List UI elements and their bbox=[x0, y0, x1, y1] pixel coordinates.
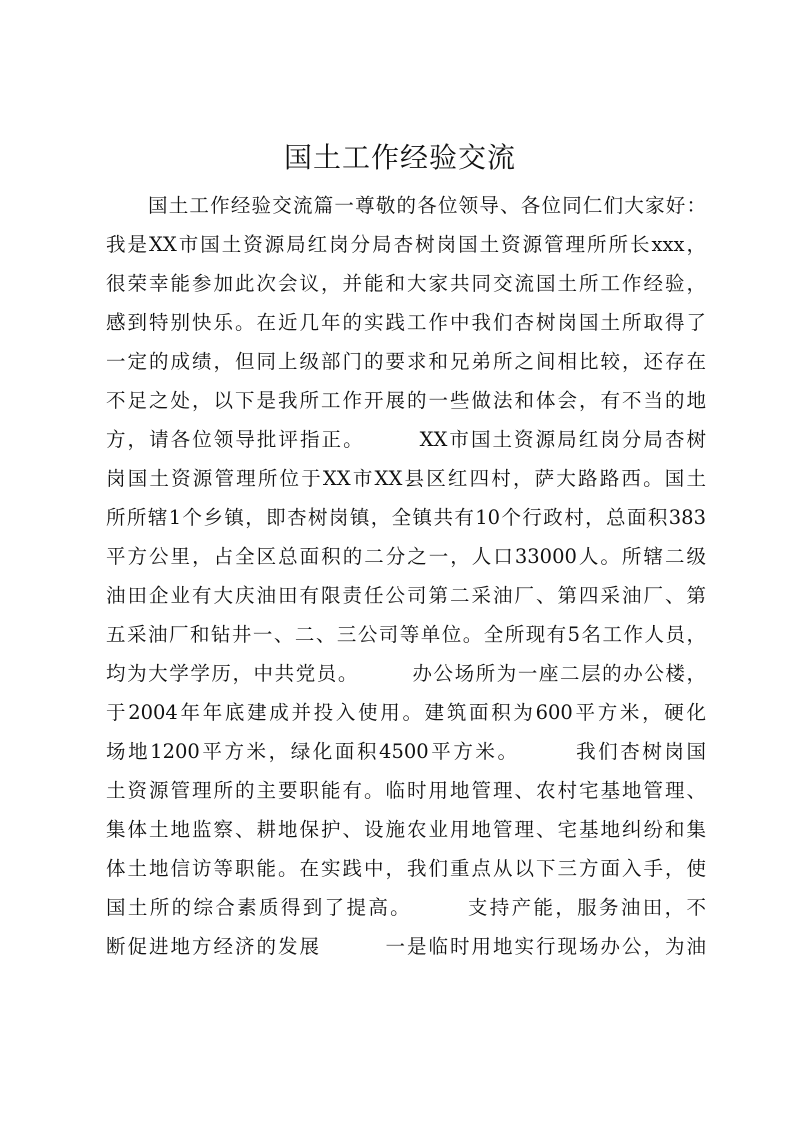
paragraph-line: 所所辖1个乡镇，即杏树岗镇，全镇共有10个行政村，总面积383 bbox=[106, 506, 706, 529]
paragraph-line: 方，请各位领导批评指正。 XX市国土资源局红岗分局杏树 bbox=[106, 428, 706, 451]
paragraph-line: 一定的成绩，但同上级部门的要求和兄弟所之间相比较，还存在 bbox=[106, 350, 706, 373]
paragraph-line: 国土工作经验交流篇一尊敬的各位领导、各位同仁们大家好： bbox=[148, 194, 706, 217]
paragraph-line: 断促进地方经济的发展 一是临时用地实行现场办公，为油 bbox=[106, 935, 706, 958]
paragraph-line: 于2004年年底建成并投入使用。建筑面积为600平方米，硬化 bbox=[106, 701, 706, 724]
paragraph-line: 油田企业有大庆油田有限责任公司第二采油厂、第四采油厂、第 bbox=[106, 584, 706, 607]
paragraph-line: 均为大学学历，中共党员。 办公场所为一座二层的办公楼， bbox=[106, 662, 706, 685]
paragraph-line: 国土所的综合素质得到了提高。 支持产能，服务油田，不 bbox=[106, 896, 706, 919]
paragraph-line: 平方公里，占全区总面积的二分之一，人口33000人。所辖二级 bbox=[106, 545, 706, 568]
paragraph-line: 集体土地监察、耕地保护、设施农业用地管理、宅基地纠纷和集 bbox=[106, 818, 706, 841]
paragraph-line: 我是XX市国土资源局红岗分局杏树岗国土资源管理所所长xxx， bbox=[106, 233, 706, 256]
paragraph-line: 很荣幸能参加此次会议，并能和大家共同交流国土所工作经验， bbox=[106, 272, 706, 295]
paragraph-line: 体土地信访等职能。在实践中，我们重点从以下三方面入手，使 bbox=[106, 857, 706, 880]
paragraph-line: 五采油厂和钻井一、二、三公司等单位。全所现有5名工作人员， bbox=[106, 623, 706, 646]
paragraph-line: 岗国土资源管理所位于XX市XX县区红四村，萨大路路西。国土 bbox=[106, 467, 706, 490]
page-title: 国土工作经验交流 bbox=[283, 141, 516, 174]
paragraph-line: 不足之处，以下是我所工作开展的一些做法和体会，有不当的地 bbox=[106, 389, 706, 412]
paragraph-line: 感到特别快乐。在近几年的实践工作中我们杏树岗国土所取得了 bbox=[106, 311, 706, 334]
paragraph-line: 土资源管理所的主要职能有。临时用地管理、农村宅基地管理、 bbox=[106, 779, 706, 802]
paragraph-line: 场地1200平方米，绿化面积4500平方米。 我们杏树岗国 bbox=[106, 740, 706, 763]
